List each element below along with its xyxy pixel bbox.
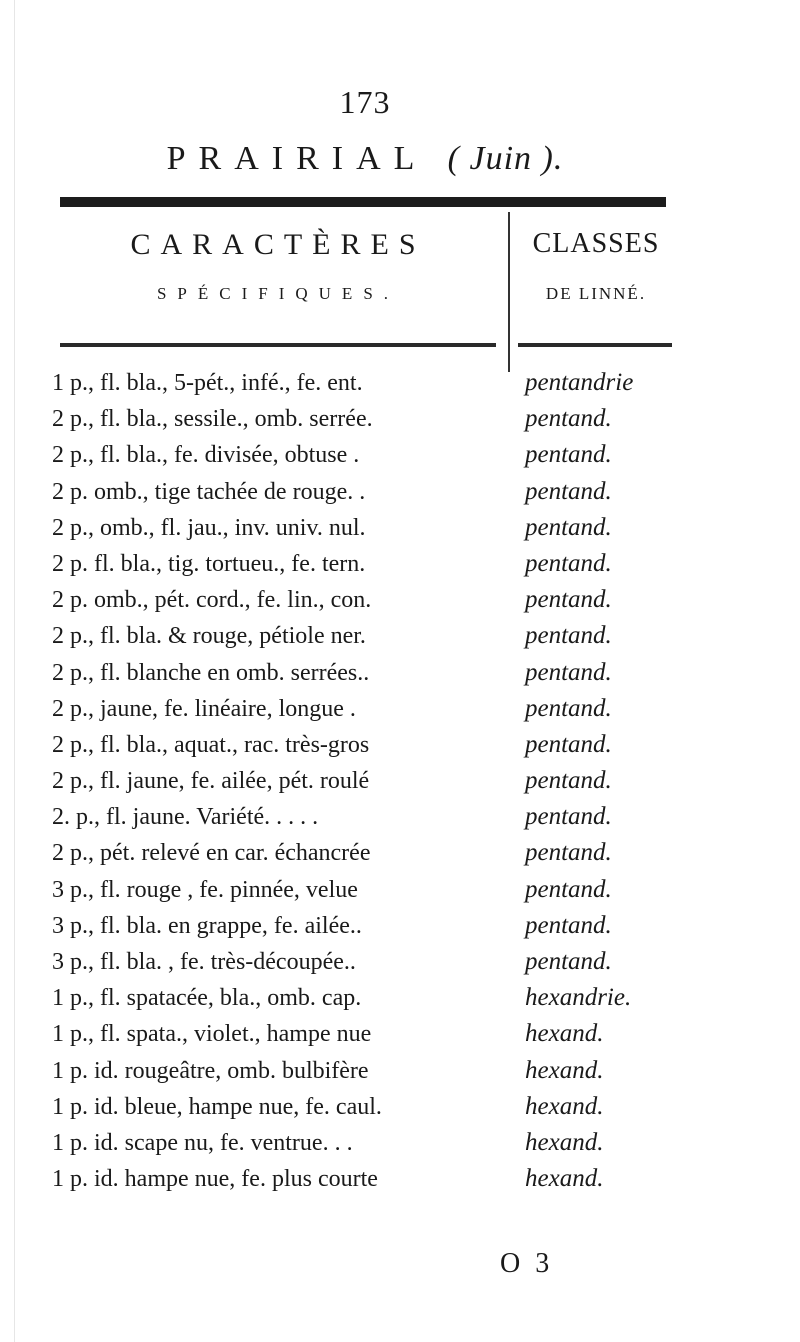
table-row (52, 908, 692, 944)
species-characters: 2 p., fl. bla., fe. divisée, obtuse . (52, 442, 360, 469)
species-characters: 2 p., fl. jaune, fe. ailée, pét. roulé (52, 768, 370, 795)
linnaeus-class: pentand. (525, 911, 612, 939)
table-row (52, 872, 692, 908)
header-rule (60, 197, 666, 207)
species-characters: 2 p., fl. bla. & rouge, pétiole ner. (52, 623, 366, 650)
table-row (52, 655, 692, 691)
table-row (52, 691, 692, 727)
linnaeus-class: pentand. (525, 839, 612, 867)
month-title (0, 140, 730, 178)
column-divider (508, 212, 510, 372)
species-characters: 2 p., fl. bla., aquat., rac. très-gros (52, 731, 370, 758)
species-characters: 1 p. id. bleue, hampe nue, fe. caul. (52, 1093, 382, 1120)
linnaeus-class: hexand. (525, 1128, 604, 1156)
linnaeus-class: pentand. (525, 694, 612, 722)
month-subtitle: ( Juin ). (447, 140, 564, 177)
table-row (52, 1053, 692, 1089)
month-name: PRAIRIAL (166, 140, 427, 177)
linnaeus-class: hexand. (525, 1165, 604, 1193)
characters-subheading: SPÉCIFIQUES. (156, 284, 400, 303)
linnaeus-class: pentand. (525, 767, 612, 795)
species-characters: 2 p., jaune, fe. linéaire, longue . (52, 695, 356, 722)
table-row (52, 1125, 692, 1161)
species-characters: 2 p. fl. bla., tig. tortueu., fe. tern. (52, 550, 366, 577)
table-row (52, 763, 692, 799)
characters-rule (60, 343, 496, 347)
table-row (52, 980, 692, 1016)
species-characters: 1 p. id. scape nu, fe. ventrue. . . (52, 1129, 353, 1156)
table-row (52, 835, 692, 871)
linnaeus-class: pentand. (525, 513, 612, 541)
table-row (52, 437, 692, 473)
species-characters: 3 p., fl. bla. , fe. très-découpée.. (52, 949, 356, 975)
species-characters: 1 p., fl. bla., 5-pét., infé., fe. ent. (52, 370, 363, 396)
linnaeus-class: pentand. (525, 405, 612, 433)
table-row (52, 944, 692, 980)
table-row (52, 618, 692, 654)
species-characters: 2 p. omb., pét. cord., fe. lin., con. (52, 587, 372, 614)
table-row (52, 510, 692, 546)
linnaeus-class: pentand. (525, 658, 612, 686)
signature-mark: O 3 (500, 1248, 554, 1279)
linnaeus-class: pentand. (525, 875, 612, 903)
table-row (52, 582, 692, 618)
species-characters: 1 p., fl. spata., violet., hampe nue (52, 1021, 372, 1048)
classes-rule (518, 343, 672, 347)
species-characters: 3 p., fl. bla. en grappe, fe. ailée.. (52, 912, 362, 939)
species-characters: 2. p., fl. jaune. Variété. . . . . (52, 804, 319, 831)
linnaeus-class: pentand. (525, 586, 612, 614)
linnaeus-class: pentand. (525, 622, 612, 650)
linnaeus-class: pentand. (525, 803, 612, 831)
species-characters: 1 p., fl. spatacée, bla., omb. cap. (52, 985, 362, 1012)
table-row (52, 1161, 692, 1197)
species-characters: 2 p. omb., tige tachée de rouge. . (52, 478, 366, 505)
linnaeus-class: pentandrie (525, 369, 634, 396)
species-characters: 2 p., omb., fl. jau., inv. univ. nul. (52, 514, 366, 541)
linnaeus-class: hexand. (525, 1092, 604, 1120)
linnaeus-class: hexand. (525, 1020, 604, 1048)
table-row (52, 401, 692, 437)
table-row (52, 1016, 692, 1052)
linnaeus-class: hexandrie. (525, 984, 632, 1012)
species-characters: 2 p., pét. relevé en car. échancrée (52, 840, 371, 867)
page-number: 173 (339, 84, 391, 120)
linnaeus-class: pentand. (525, 477, 612, 505)
table-row (52, 1089, 692, 1125)
classes-subheading: DE LINNÉ. (545, 284, 647, 303)
classes-heading: CLASSES (532, 228, 660, 259)
species-table (52, 365, 692, 1197)
table-row (52, 799, 692, 835)
species-characters: 1 p. id. rougeâtre, omb. bulbifère (52, 1057, 369, 1084)
table-row (52, 365, 692, 401)
table-row (52, 474, 692, 510)
characters-heading: CARACTÈRES (130, 228, 426, 261)
linnaeus-class: pentand. (525, 948, 612, 975)
linnaeus-class: hexand. (525, 1056, 604, 1084)
species-characters: 2 p., fl. bla., sessile., omb. serrée. (52, 406, 373, 433)
table-row (52, 727, 692, 763)
linnaeus-class: pentand. (525, 441, 612, 469)
species-characters: 3 p., fl. rouge , fe. pinnée, velue (52, 876, 358, 903)
species-characters: 1 p. id. hampe nue, fe. plus courte (52, 1166, 378, 1193)
linnaeus-class: pentand. (525, 549, 612, 577)
linnaeus-class: pentand. (525, 730, 612, 758)
species-characters: 2 p., fl. blanche en omb. serrées.. (52, 659, 370, 686)
page-edge-line (14, 0, 15, 1342)
table-row (52, 546, 692, 582)
